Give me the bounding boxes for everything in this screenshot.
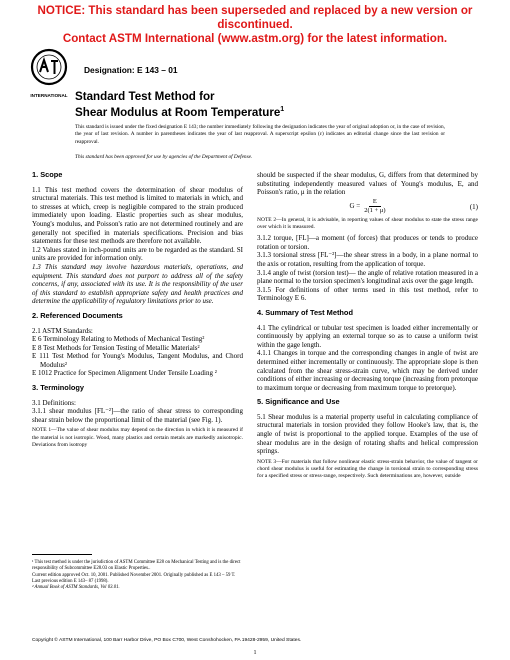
equation-lhs: G = — [349, 202, 361, 211]
left-column — [32, 171, 243, 449]
paragraph-5-1: 5.1 Shear modulus is a material property useful in calculating compliance of structural materials in torsion provided they follow Hooke's law, that is, the angle of twist is proportional to the applied torque. Examples of the use of shear modulus are in the design of rotating shafts and helical compression springs. — [257, 412, 478, 456]
footnotes — [32, 560, 243, 591]
notice-line-2: Contact ASTM International (www.astm.org) for the latest information. — [62, 32, 448, 45]
intro-paragraph: This standard is issued under the fixed designation E 143; the number immediately following the designation indicates the year of original adoption or, in the case of revision, the year of last revision. A number in parentheses indicates the year of last reapproval. A superscript epsilon (ε) indicates an editorial change since the last revision or reapproval. — [75, 124, 445, 145]
footnote-divider — [32, 554, 92, 555]
paragraph-3-1-4: 3.1.4 angle of twist (torsion test)— the angle of relative rotation measured in a plane normal to the torsion specimen's longitudinal axis over the gage length. — [257, 268, 478, 286]
paragraph-3-1-1: 3.1.1 shear modulus [FL⁻²]—the ratio of shear stress to corresponding shear strain below the proportional limit of the material (see Fig. 1). — [32, 407, 243, 424]
equation-denominator: 2(1 + μ) — [364, 207, 386, 215]
paragraph-3-1-3: 3.1.3 torsional stress [FL⁻²]—the shear stress in a body, in a plane normal to the axis or rotation, resulting from the application of torque. — [257, 251, 478, 268]
paragraph-4-1-1: 4.1.1 Changes in torque and the corresponding changes in angle of twist are determined either incrementally or continuously. The appropriate slope is then calculated from the shear stress-strain curve, which may be derived under conditions of either increasing or decreasing torque (increasing from pretorque to maximum torque or decreasing from maximum torque to pretorque). — [257, 349, 478, 392]
paragraph-3-1-5: 3.1.5 For definitions of other terms used in this test method, refer to Terminology E 6. — [257, 285, 478, 303]
footnote-1: ¹ This test method is under the jurisdiction of ASTM Committee E28 on Mechanical Testing and is the direct responsibility of Subcommittee E28.03 on Elastic Properties.. — [32, 560, 241, 572]
section-heading-referenced-documents: 2. Referenced Documents — [32, 310, 123, 320]
page-title — [75, 91, 435, 119]
supersede-notice — [0, 4, 510, 46]
equation-label: (1) — [469, 202, 478, 211]
paragraph-4-1: 4.1 The cylindrical or tubular test specimen is loaded either incrementally or continuously by applying an external torque so as to cause a uniform twist within the gage length. — [257, 323, 478, 349]
page-number: 1 — [253, 650, 257, 656]
paragraph-1-3: 1.3 This standard may involve hazardous materials, operations, and equipment. This standard does not purport to address all of the safety concerns, if any, associated with its use. It is the responsibility of the user of this standard to establish appropriate safety and health practices and determine the applicability of regulatory limitations prior to use. — [32, 262, 243, 306]
title-line-2 — [75, 104, 435, 119]
section-heading-terminology: 3. Terminology — [32, 383, 85, 393]
reference-e8: E 8 Test Methods for Tension Testing of Metallic Materials² — [32, 343, 200, 352]
note-2: NOTE 2—In general, it is advisable, in reporting values of shear modulus to state the stress range over which it is measured. — [257, 216, 478, 230]
footnote-1-edition: Current edition approved Oct. 10, 2001. Published November 2001. Originally published as E 143 – 59 T. Last previous edition E 143– 87 (1998). — [32, 572, 236, 584]
equation-1 — [257, 197, 478, 217]
paragraph-continued: should be suspected if the shear modulus, G, differs from that determined by substituting independently measured values of Young's modulus, E, and Poisson's ratio, μ in the relation — [257, 171, 478, 197]
logo-text: INTERNATIONAL — [30, 93, 68, 98]
paragraph-3-1: 3.1 Definitions: — [32, 398, 76, 407]
title-line-1: Standard Test Method for — [75, 90, 215, 103]
paragraph-1-1: 1.1 This test method covers the determination of shear modulus of structural materials. This test method is limited to materials in which, and to stresses at which, creep is negligible compared to the strain produced immediately upon loading. Elastic properties such as shear modulus, Young's modulus, and Poisson's ratio are not determined routinely and are generally not specified in materials specifications. Precision and bias statements for these test methods are therefore not available. — [32, 185, 243, 246]
paragraph-2-1: 2.1 ASTM Standards: — [32, 326, 93, 335]
title-footnote-mark: 1 — [280, 105, 285, 113]
title-main: Shear Modulus at Room Temperature — [75, 105, 281, 119]
right-column — [257, 171, 478, 480]
astm-logo — [30, 48, 68, 108]
note-1: NOTE 1—The value of shear modulus may depend on the direction in which it is measured if the material is not isotropic. Wood, many plastics and certain metals are markedly anisotropic. Deviations from isotropy — [32, 427, 243, 448]
paragraph-1-2: 1.2 Values stated in inch-pound units are to be regarded as the standard. SI units are provided for information only. — [32, 245, 243, 263]
reference-e111: E 111 Test Method for Young's Modulus, Tangent Modulus, and Chord Modulus² — [32, 352, 243, 369]
footnote-2: ² Annual Book of ASTM Standards, Vol 03.01. — [32, 585, 120, 591]
equation-numerator: E — [369, 198, 381, 207]
notice-line-1: NOTICE: This standard has been superseded and replaced by a new version or discontinued. — [37, 4, 473, 31]
approval-note: This standard has been approved for use by agencies of the Department of Defense. — [75, 154, 253, 160]
paragraph-3-1-2: 3.1.2 torque, [FL]—a moment (of forces) that produces or tends to produce rotation or torsion. — [257, 234, 478, 251]
designation: Designation: E 143 – 01 — [84, 65, 178, 75]
section-heading-summary: 4. Summary of Test Method — [257, 307, 353, 317]
copyright-line: Copyright © ASTM International, 100 Barr Harbor Drive, PO Box C700, West Conshohocken, PA 19428-2959, United States. — [32, 638, 302, 643]
equation-fraction — [364, 198, 385, 215]
section-heading-significance: 5. Significance and Use — [257, 397, 340, 407]
section-heading-scope: 1. Scope — [32, 170, 63, 179]
note-3: NOTE 3—For materials that follow nonlinear elastic stress-strain behavior, the value of tangent or chord shear modulus is useful for estimating the change in torsional strain to corresponding stress for a specified stress or stress-range, respectively. Such determinations are, however, outside — [257, 458, 478, 480]
reference-e6: E 6 Terminology Relating to Methods of Mechanical Testing² — [32, 335, 205, 344]
reference-e1012: E 1012 Practice for Specimen Alignment Under Tensile Loading ² — [32, 369, 217, 378]
